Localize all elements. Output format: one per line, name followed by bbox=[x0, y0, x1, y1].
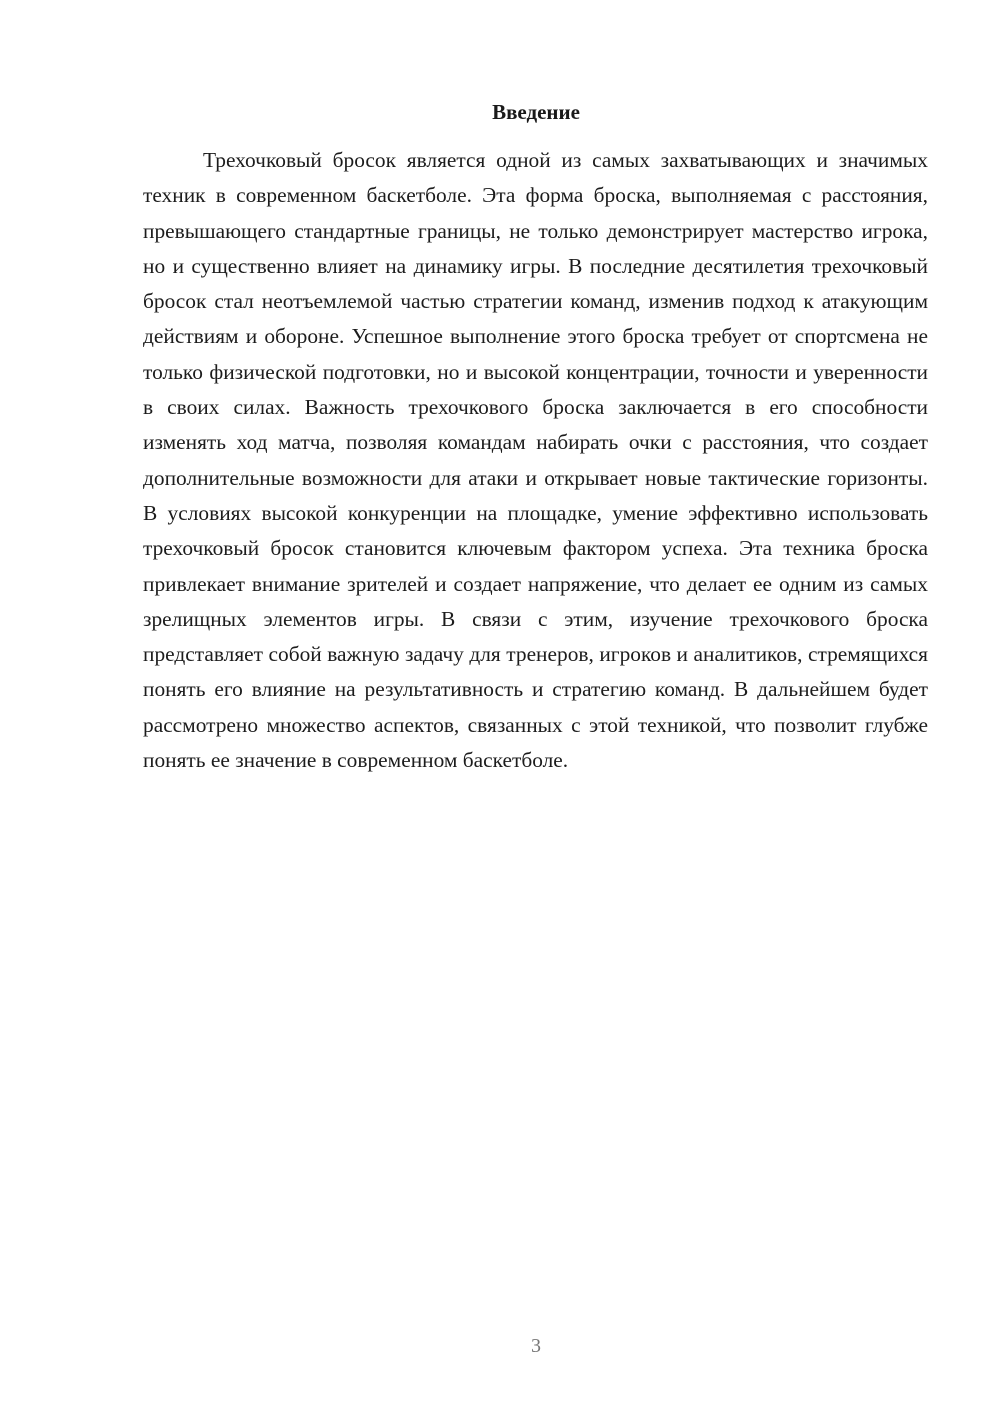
page-number: 3 bbox=[531, 1335, 541, 1357]
body-paragraph: Трехочковый бросок является одной из самых захватывающих и значимых техник в современном баскетболе. Эта форма броска, выполняемая с расстояния, превышающего стандартные границы, не только демонстрирует мастерство игрока, но и существенно влияет на динамику игры. В последние десятилетия трехочковый бросок стал неотъемлемой частью стратегии команд, изменив подход к атакующим действиям и обороне. Успешное выполнение этого броска требует от спортсмена не только физической подготовки, но и высокой концентрации, точности и уверенности в своих силах. Важность трехочкового броска заключается в его способности изменять ход матча, позволяя командам набирать очки с расстояния, что создает дополнительные возможности для атаки и открывает новые тактические горизонты. В условиях высокой конкуренции на площадке, умение эффективно использовать трехочковый бросок становится ключевым фактором успеха. Эта техника броска привлекает внимание зрителей и создает напряжение, что делает ее одним из самых зрелищных элементов игры. В связи с этим, изучение трехочкового броска представляет собой важную задачу для тренеров, игроков и аналитиков, стремящихся понять его влияние на результативность и стратегию команд. В дальнейшем будет рассмотрено множество аспектов, связанных с этой техникой, что позволит глубже понять ее значение в современном баскетболе. bbox=[143, 148, 928, 773]
section-heading: Введение bbox=[492, 100, 580, 124]
